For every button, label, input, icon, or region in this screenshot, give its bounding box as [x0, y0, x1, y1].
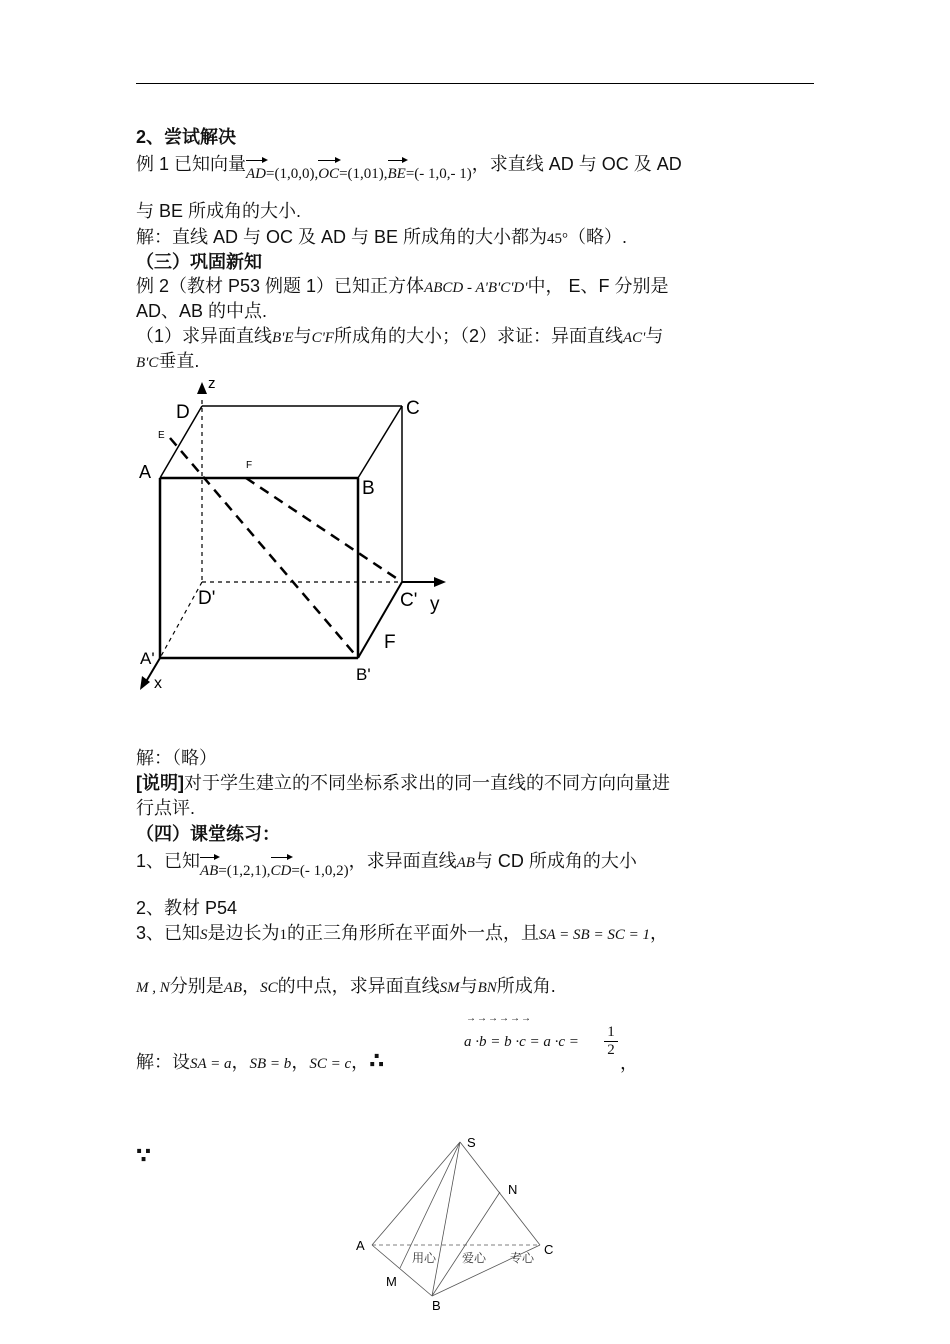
ex1-suffix: ，求直线 AD 与 OC 及 AD	[471, 154, 682, 174]
line-AC': AC'	[622, 330, 646, 346]
cube-figure	[134, 370, 454, 700]
vector-CD: CD	[271, 860, 292, 882]
cube-label-y: y	[430, 594, 440, 615]
tri-label-M: M	[386, 1274, 397, 1289]
section-title-practice: （四）课堂练习：	[136, 824, 280, 844]
cube-label-B: B	[362, 478, 375, 499]
practice-1	[136, 850, 637, 882]
cube-label-D: D	[176, 402, 190, 423]
vector-OC-value: =(1,01),	[339, 166, 388, 182]
q1-part-a: （1）求异面直线	[136, 326, 273, 346]
vector-AD-value: =(1,0,0),	[266, 166, 319, 182]
points-MN: M , N	[136, 980, 170, 996]
watermark-1: 用心	[412, 1251, 437, 1265]
cube-label-C: C	[406, 398, 420, 419]
sol3-a: 解：设	[136, 1052, 190, 1072]
line-AB: AB	[456, 855, 475, 871]
ex2-suffix: 中， E、F 分别是	[527, 276, 669, 296]
ex1-prefix: 例 1 已知向量	[136, 154, 247, 174]
practice-3-line-1	[136, 922, 668, 946]
cube-label-B-prime: B'	[356, 665, 371, 684]
example-2-line-2: AD、AB 的中点.	[136, 301, 268, 321]
cube-label-F: F	[384, 632, 396, 653]
practice-2: 2、教材 P54	[136, 898, 238, 918]
p3-i: 所成角.	[496, 976, 556, 996]
cube-label-C-prime: C'	[400, 590, 418, 611]
p3-a: 3、已知	[136, 923, 201, 943]
solution-3	[136, 1050, 384, 1075]
line-SM: SM	[439, 980, 460, 996]
cube-label-D-prime: D'	[198, 588, 216, 609]
equal-edges: SA = SB = SC = 1	[539, 927, 650, 943]
tri-label-S: S	[467, 1135, 476, 1150]
q1-part-b: 与	[293, 326, 312, 346]
section-title-try: 2、尝试解决	[136, 127, 237, 147]
fraction-denominator: 2	[607, 1042, 615, 1058]
section-title-consolidate: （三）巩固新知	[136, 252, 262, 272]
pyramid-figure	[350, 1128, 570, 1318]
angle-45: 45°	[547, 231, 569, 247]
tri-label-A: A	[356, 1238, 365, 1253]
cube-name: ABCD - A'B'C'D'	[424, 280, 528, 296]
line-B'C: B'C	[136, 355, 159, 371]
def-SC: SC = c	[309, 1056, 352, 1072]
vector-AD: AD	[246, 163, 266, 185]
example-2-question-1	[136, 325, 663, 349]
p3-e: 分别是	[169, 976, 224, 996]
tri-label-B: B	[432, 1298, 441, 1313]
example-2-line-1	[136, 275, 668, 299]
vector-CD-value: =(- 1,0,2)	[291, 863, 349, 879]
cube-label-z: z	[208, 375, 216, 392]
ex2-prefix: 例 2（教材 P53 例题 1）已知正方体	[136, 276, 425, 296]
line-B'E: B'E	[272, 330, 294, 346]
p1-suffix: 与 CD 所成角的大小	[474, 851, 637, 871]
seg-SC: SC	[260, 980, 278, 996]
tri-label-C: C	[544, 1242, 554, 1257]
p3-g: 的中点，求异面直线	[277, 976, 440, 996]
def-SB: SB = b	[249, 1056, 292, 1072]
y-axis-arrow-icon	[434, 577, 446, 587]
line-BN: BN	[477, 980, 497, 996]
example-1-line-2: 与 BE 所成角的大小.	[136, 201, 302, 221]
header-rule	[136, 83, 814, 84]
p3-d: ，	[649, 923, 668, 943]
vector-AB-value: =(1,2,1),	[218, 863, 271, 879]
vector-OC: OC	[318, 163, 339, 185]
p3-f: ，	[242, 976, 261, 996]
seg-AB: AB	[223, 980, 243, 996]
cube-label-A: A	[139, 462, 152, 482]
dot-products: a ·b = b ·c = a ·c =	[464, 1034, 579, 1050]
p3-c: 的正三角形所在平面外一点，且	[287, 923, 540, 943]
side-length: 1	[279, 927, 288, 943]
def-SA: SA = a	[190, 1056, 232, 1072]
z-axis-arrow-icon	[197, 382, 207, 394]
fraction-one-half	[604, 1024, 618, 1059]
sol3-trailing-comma: ，	[620, 1053, 638, 1073]
tri-label-N: N	[508, 1182, 518, 1197]
cube-label-A-prime: A'	[140, 649, 155, 668]
p1-mid: ，求异面直线	[348, 851, 457, 871]
sol3-comma-1: ，	[231, 1052, 250, 1072]
p3-b: 是边长为	[207, 923, 280, 943]
note-line-1	[136, 772, 670, 794]
vector-BE-value: =(- 1,0,- 1)	[405, 166, 472, 182]
p1-prefix: 1、已知	[136, 851, 201, 871]
note-text: 对于学生建立的不同坐标系求出的同一直线的不同方向向量进	[184, 773, 670, 793]
solution-1-text: 解：直线 AD 与 OC 及 AD 与 BE 所成角的大小都为	[136, 227, 548, 247]
example-1-line-1	[136, 153, 682, 185]
cube-label-F-top: F	[246, 460, 253, 471]
q2-text: 垂直.	[158, 351, 200, 371]
sol3-comma-2: ，	[291, 1052, 310, 1072]
q1-part-c: 所成角的大小；（2）求证：异面直线	[333, 326, 623, 346]
because-symbol: ∵	[136, 1143, 152, 1168]
therefore-symbol: ∴	[369, 1048, 385, 1073]
vector-arrows: →→→→→→	[466, 1013, 532, 1024]
p3-h: 与	[459, 976, 478, 996]
line-C'F: C'F	[311, 330, 334, 346]
practice-3-line-2	[136, 975, 556, 999]
q1-part-d: 与	[645, 326, 664, 346]
vector-BE: BE	[388, 163, 406, 185]
vector-AB: AB	[200, 860, 218, 882]
cube-label-E: E	[158, 430, 165, 441]
watermark-3: 专心	[510, 1251, 535, 1265]
fraction-numerator: 1	[607, 1024, 615, 1040]
note-tag: [说明]	[136, 773, 184, 793]
sol3-comma-3: ，	[351, 1052, 370, 1072]
watermark-2: 爱心	[462, 1251, 487, 1265]
solution-1	[136, 226, 627, 250]
solution-1-tail: （略）.	[568, 227, 628, 247]
note-line-2: 行点评.	[136, 798, 196, 818]
point-S: S	[200, 927, 208, 943]
cube-label-x: x	[154, 675, 162, 692]
solution-2: 解：（略）	[136, 748, 217, 768]
